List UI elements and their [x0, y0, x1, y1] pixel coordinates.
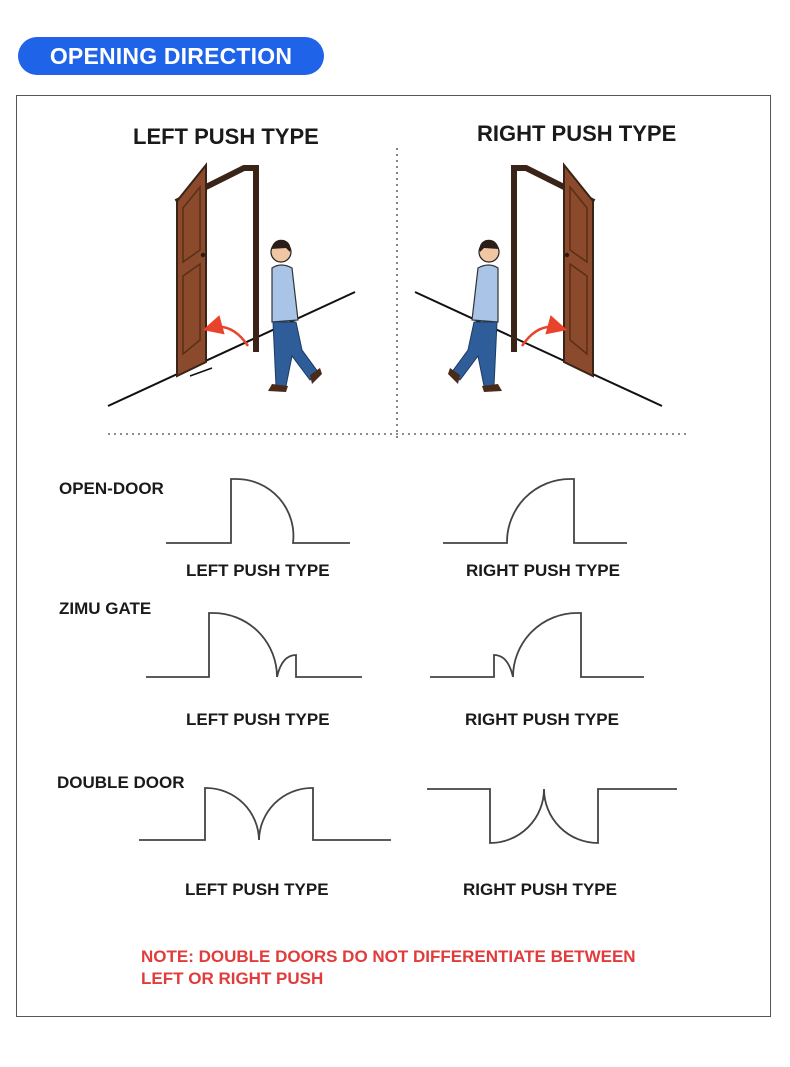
left-push-title: LEFT PUSH TYPE: [133, 124, 319, 149]
row-label-zimu-gate: ZIMU GATE: [59, 599, 152, 618]
person-icon: [268, 240, 322, 392]
row-label-double-door: DOUBLE DOOR: [57, 773, 185, 792]
door-icon: [564, 165, 593, 376]
note-line-1: NOTE: DOUBLE DOORS DO NOT DIFFERENTIATE BETWEEN: [141, 947, 636, 966]
note-line-2: LEFT OR RIGHT PUSH: [141, 969, 324, 988]
double-door-right-symbol: [427, 789, 677, 843]
page-title: OPENING DIRECTION: [18, 37, 324, 75]
double-door-left-symbol: [139, 788, 391, 840]
open-door-left-symbol: [166, 479, 350, 543]
open-door-right-caption: RIGHT PUSH TYPE: [466, 561, 620, 580]
right-push-illustration: [415, 165, 662, 406]
zimu-gate-left-caption: LEFT PUSH TYPE: [186, 710, 330, 729]
person-icon: [448, 240, 502, 392]
open-door-left-caption: LEFT PUSH TYPE: [186, 561, 330, 580]
double-door-right-caption: RIGHT PUSH TYPE: [463, 880, 617, 899]
open-door-right-symbol: [443, 479, 627, 543]
row-label-open-door: OPEN-DOOR: [59, 479, 164, 498]
left-push-illustration: [108, 165, 355, 406]
right-push-title: RIGHT PUSH TYPE: [477, 121, 677, 146]
door-icon: [177, 165, 206, 376]
zimu-gate-right-symbol: [430, 613, 644, 677]
zimu-gate-left-symbol: [146, 613, 362, 677]
zimu-gate-right-caption: RIGHT PUSH TYPE: [465, 710, 619, 729]
note: [141, 946, 701, 990]
double-door-left-caption: LEFT PUSH TYPE: [185, 880, 329, 899]
